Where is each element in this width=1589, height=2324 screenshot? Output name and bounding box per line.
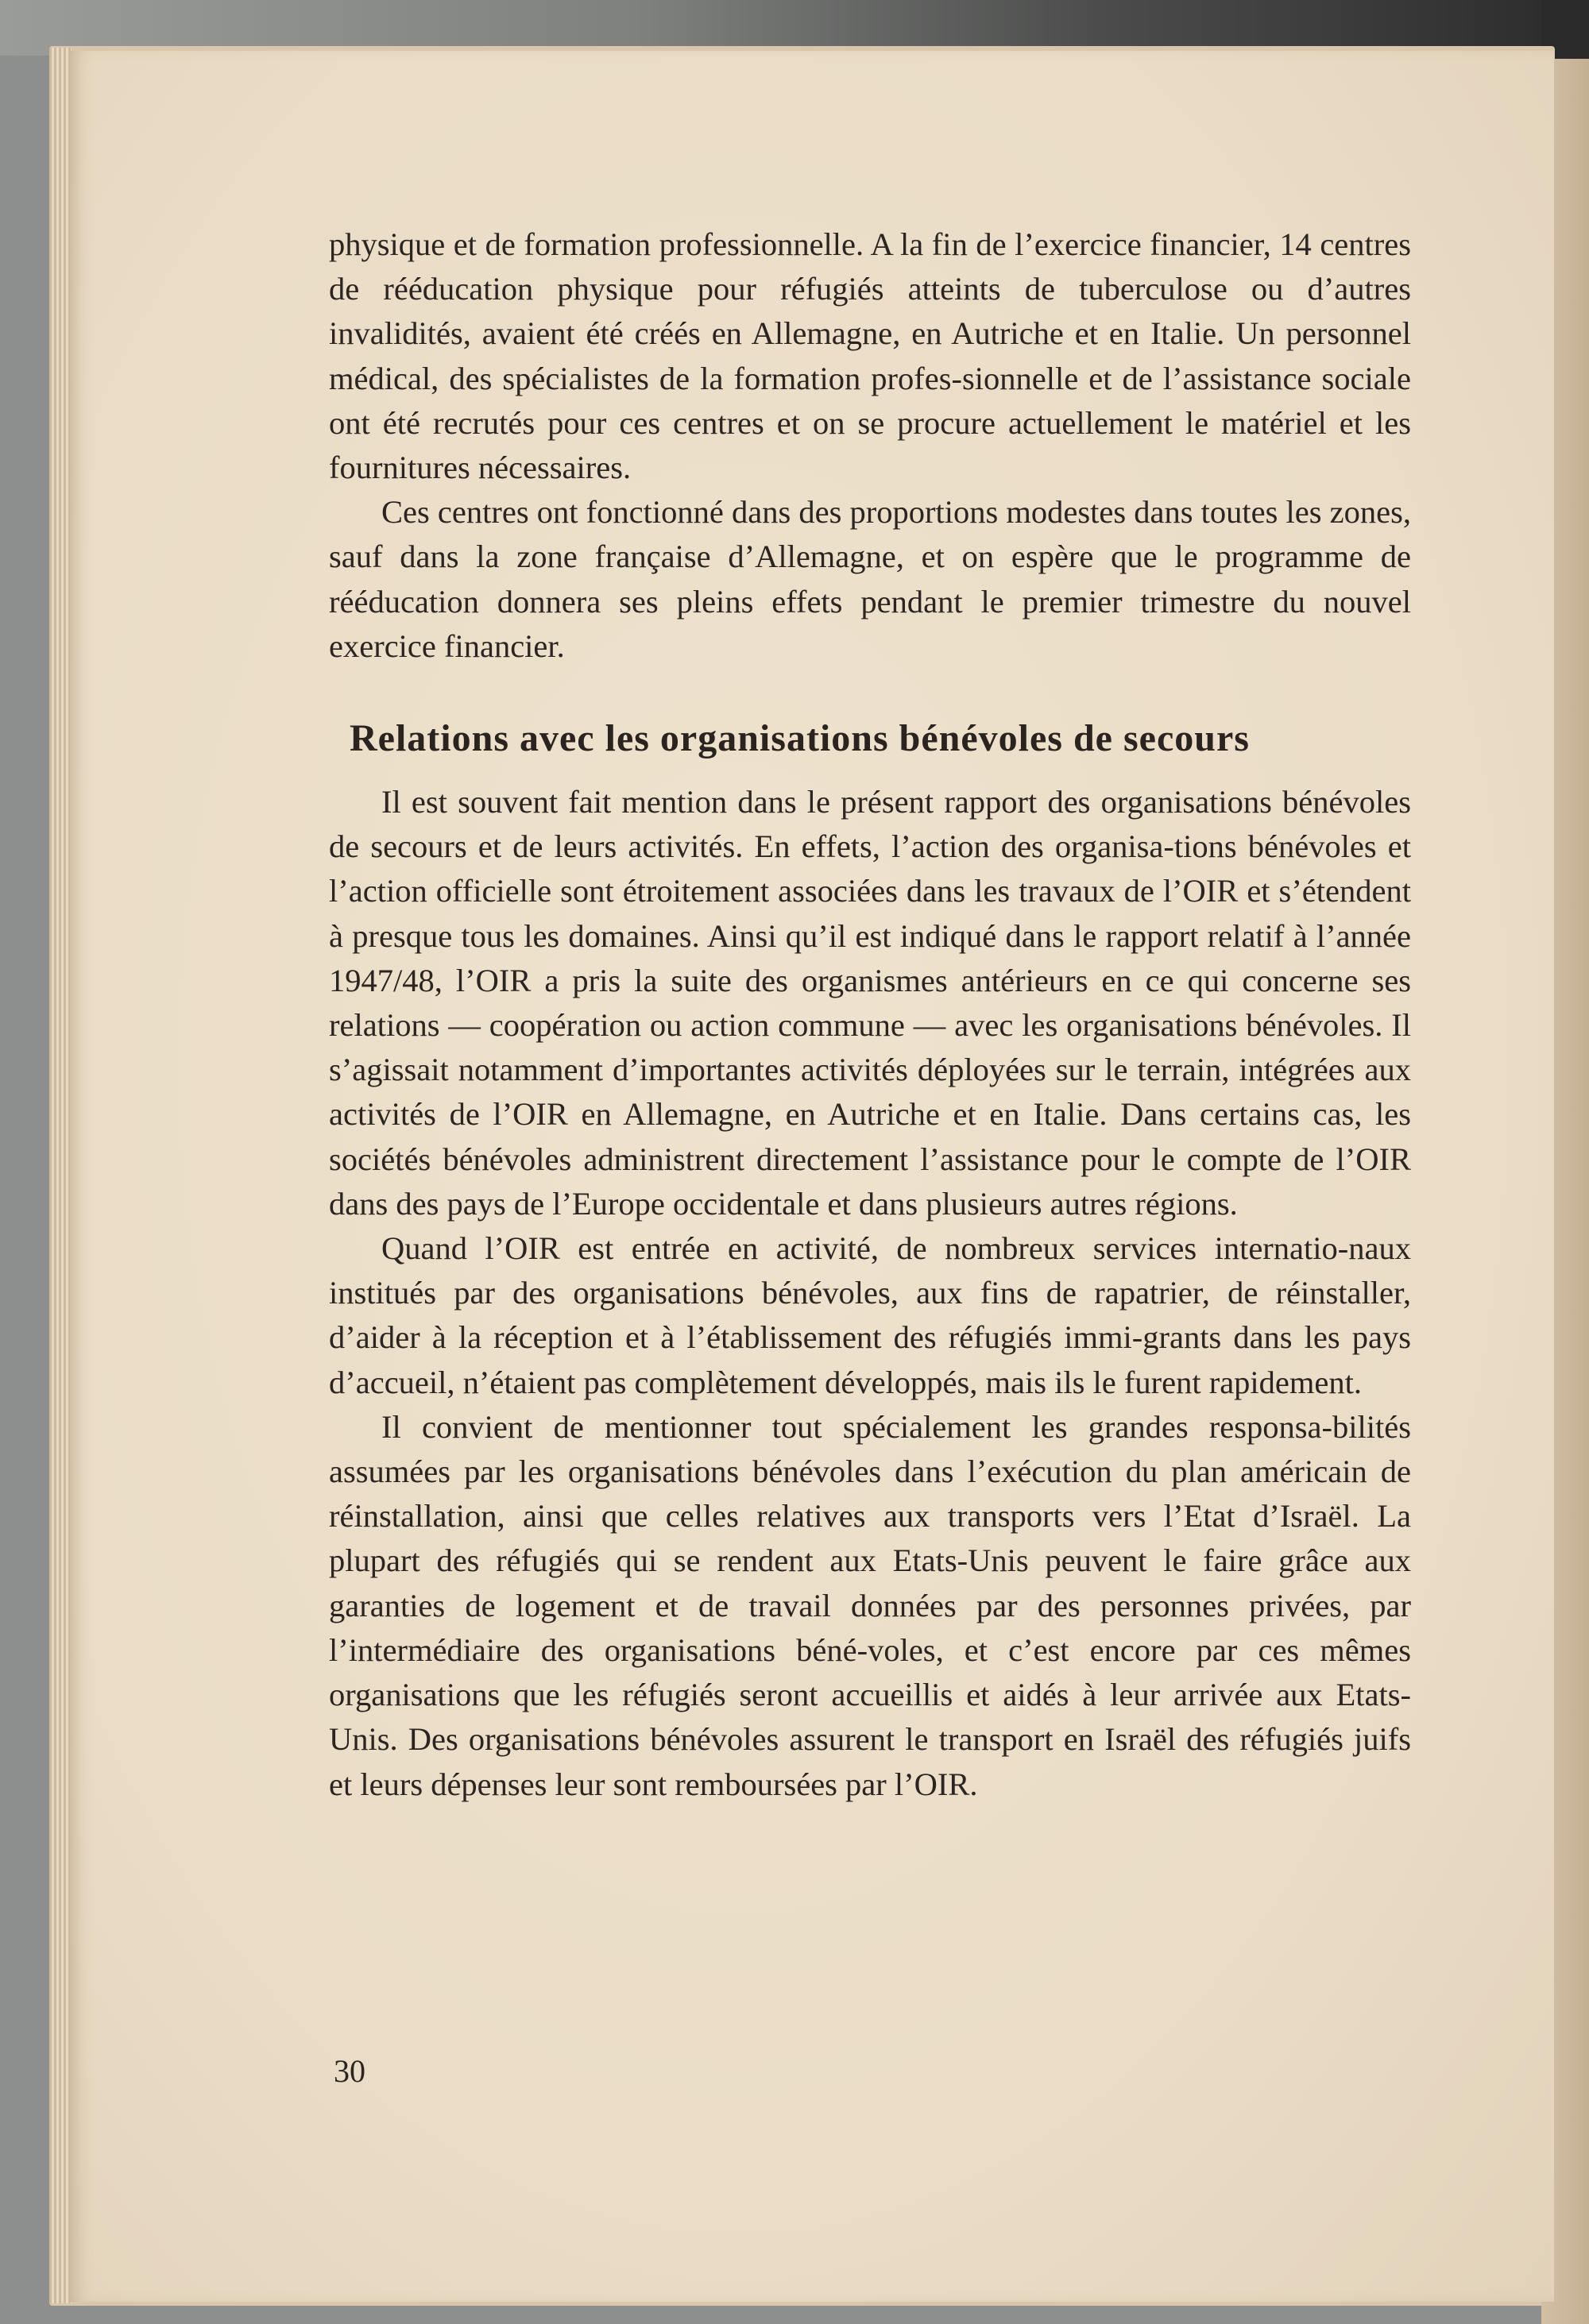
paragraph-mention: Il est souvent fait mention dans le présent rapport des organisations bénévoles de secours et de leurs activités. En effets, l’action des organisa-tions bénévoles et l’action officielle sont étroitement associées dans les travaux de l’OIR et s’étendent à presque tous les domaines. Ainsi qu’il est indiqué dans le rapport relatif à l’année 1947/48, l’OIR a pris la suite des organismes antérieurs en ce qui concerne ses relations — coopération ou action commune — avec les organisations bénévoles. Il s’agissait notamment d’importantes activités déployées sur le terrain, intégrées aux activités de l’OIR en Allemagne, en Autriche et en Italie. Dans certains cas, les sociétés bénévoles administrent directement l’assistance pour le compte de l’OIR dans des pays de l’Europe occidentale et dans plusieurs autres régions. xyxy=(329,784,1411,1222)
paragraph-oir-activite: Quand l’OIR est entrée en activité, de nombreux services internatio-naux institués par des organisations bénévoles, aux fins de rapatrier, de réinstaller, d’aider à la réception et à l’établissement des réfugiés immi-grants dans les pays d’accueil, n’étaient pas complètement développés, mais ils le furent rapidement. xyxy=(329,1230,1411,1400)
paragraph-physique: physique et de formation professionnelle. A la fin de l’exercice financier, 14 centres de rééducation physique pour réfugiés atteints de tuberculose ou d’autres invalidités, avaient été créés en Allemagne, en Autriche et en Italie. Un personnel médical, des spécialistes de la formation profes-sionnelle et de l’assistance sociale ont été recrutés pour ces centres et on se procure actuellement le matériel et les fournitures nécessaires. xyxy=(329,226,1411,486)
page-content xyxy=(329,222,1411,1807)
page-number: 30 xyxy=(334,2053,365,2089)
section-heading: Relations avec les organisations bénévoles de secours xyxy=(350,717,1250,760)
paragraph-responsabilites: Il convient de mentionner tout spécialement les grandes responsa-bilités assumées par les organisations bénévoles dans l’exécution du plan américain de réinstallation, ainsi que celles relatives aux transports vers l’Etat d’Israël. La plupart des réfugiés qui se rendent aux Etats-Unis peuvent le faire grâce aux garanties de logement et de travail données par des personnes privées, par l’intermédiaire des organisations béné-voles, et c’est encore par ces mêmes organisations que les réfugiés seront accueillis et aidés à leur arrivée aux Etats-Unis. Des organisations bénévoles assurent le transport en Israël des réfugiés juifs et leurs dépenses leur sont remboursées par l’OIR. xyxy=(329,1408,1411,1802)
paragraph-centres: Ces centres ont fonctionné dans des proportions modestes dans toutes les zones, sauf dans la zone française d’Allemagne, et on espère que le programme de rééducation donnera ses pleins effets pendant le premier trimestre du nouvel exercice financier. xyxy=(329,494,1411,664)
page-edges xyxy=(49,48,72,2303)
